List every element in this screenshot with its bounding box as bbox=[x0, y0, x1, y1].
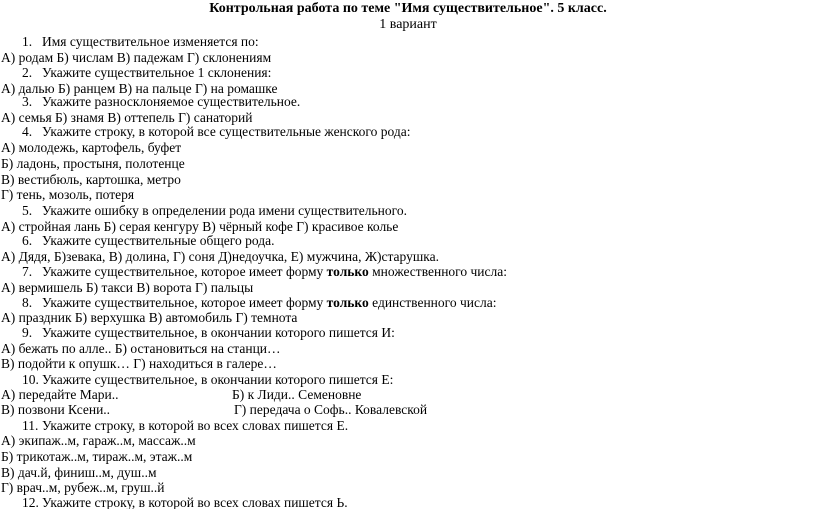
question-9 bbox=[22, 325, 395, 341]
question-text: Укажите ошибку в определении рода имени существительного. bbox=[42, 203, 407, 218]
answer-line: А) далью Б) ранцем В) на пальце Г) на ромашке bbox=[1, 81, 278, 96]
page-title: Контрольная работа по теме "Имя существительное". 5 класс. bbox=[209, 1, 607, 16]
question-7 bbox=[22, 264, 507, 280]
question-text-bold: только bbox=[326, 295, 369, 310]
question-number: 4. bbox=[22, 124, 33, 139]
question-4 bbox=[22, 124, 410, 140]
question-text: Укажите строку, в которой во всех словах пишется Е. bbox=[42, 418, 349, 433]
answer-line: А) Дядя, Б)зевака, В) долина, Г) соня Д)недоучка, Е) мужчина, Ж)старушка. bbox=[1, 249, 439, 264]
answer-line-two-column bbox=[1, 387, 362, 403]
question-text-start: Укажите существительное, которое имеет форму bbox=[42, 295, 327, 310]
answer-option-left: В) позвони Ксени.. bbox=[1, 402, 111, 417]
answer-line: В) подойти к опушк… Г) находиться в галере… bbox=[1, 356, 277, 371]
question-number: 10. bbox=[22, 372, 39, 387]
answer-option-right: Б) к Лиди.. Семеновне bbox=[232, 387, 362, 402]
question-number: 3. bbox=[22, 94, 33, 109]
answer-line: А) семья Б) знамя В) оттепель Г) санаторий bbox=[1, 110, 253, 125]
question-number: 7. bbox=[22, 264, 33, 279]
answer-line: А) молодежь, картофель, буфет bbox=[1, 140, 182, 155]
answer-line: А) родам Б) числам В) падежам Г) склонениям bbox=[1, 50, 272, 65]
answer-line: Б) ладонь, простыня, полотенце bbox=[1, 156, 185, 171]
question-number: 8. bbox=[22, 295, 33, 310]
answer-line: Г) тень, мозоль, потеря bbox=[1, 187, 135, 202]
answer-line: Г) врач..м, рубеж..м, груш..й bbox=[1, 480, 165, 495]
question-text-start: Укажите существительное, которое имеет форму bbox=[42, 264, 327, 279]
answer-option-left: А) передайте Мари.. bbox=[1, 387, 119, 402]
question-1 bbox=[22, 34, 259, 50]
question-12 bbox=[22, 495, 348, 509]
question-number: 5. bbox=[22, 203, 33, 218]
variant-label: 1 вариант bbox=[379, 17, 437, 32]
answer-line: В) дач.й, финиш..м, душ..м bbox=[1, 465, 157, 480]
question-5 bbox=[22, 203, 407, 219]
question-number: 12. bbox=[22, 495, 39, 509]
question-text: Укажите существительное 1 склонения: bbox=[42, 65, 272, 80]
answer-line: А) экипаж..м, гараж..м, массаж..м bbox=[1, 433, 196, 448]
answer-line: Б) трикотаж..м, тираж..м, этаж..м bbox=[1, 449, 193, 464]
answer-line: А) праздник Б) верхушка В) автомобиль Г) темнота bbox=[1, 310, 298, 325]
question-text: Укажите существительное, в окончании которого пишется Е: bbox=[42, 372, 394, 387]
question-text: Укажите разносклоняемое существительное. bbox=[42, 94, 301, 109]
answer-line: А) бежать по алле.. Б) остановиться на станци… bbox=[1, 341, 281, 356]
question-text-end: множественного числа: bbox=[368, 264, 507, 279]
answer-option-right: Г) передача о Софь.. Ковалевской bbox=[234, 402, 428, 417]
question-number: 2. bbox=[22, 65, 33, 80]
question-number: 9. bbox=[22, 325, 33, 340]
answer-line: А) вермишель Б) такси В) ворота Г) пальцы bbox=[1, 280, 254, 295]
question-text: Имя существительное изменяется по: bbox=[42, 34, 259, 49]
question-text-bold: только bbox=[326, 264, 369, 279]
question-number: 1. bbox=[22, 34, 33, 49]
question-3 bbox=[22, 94, 300, 110]
question-text: Укажите строку, в которой все существительные женского рода: bbox=[42, 124, 411, 139]
question-6 bbox=[22, 233, 274, 249]
answer-line: В) вестибюль, картошка, метро bbox=[1, 172, 181, 187]
question-number: 6. bbox=[22, 233, 33, 248]
question-number: 11. bbox=[22, 418, 39, 433]
answer-line: А) стройная лань Б) серая кенгуру В) чёрный кофе Г) красивое колье bbox=[1, 219, 399, 234]
question-text: Укажите строку, в которой во всех словах пишется Ь. bbox=[42, 495, 348, 509]
question-10 bbox=[22, 372, 393, 388]
question-text: Укажите существительное, в окончании которого пишется И: bbox=[42, 325, 395, 340]
question-8 bbox=[22, 295, 496, 311]
question-text-end: единственного числа: bbox=[368, 295, 497, 310]
question-11 bbox=[22, 418, 348, 434]
question-text: Укажите существительные общего рода. bbox=[42, 233, 275, 248]
question-2 bbox=[22, 65, 271, 81]
answer-line-two-column bbox=[1, 402, 428, 418]
